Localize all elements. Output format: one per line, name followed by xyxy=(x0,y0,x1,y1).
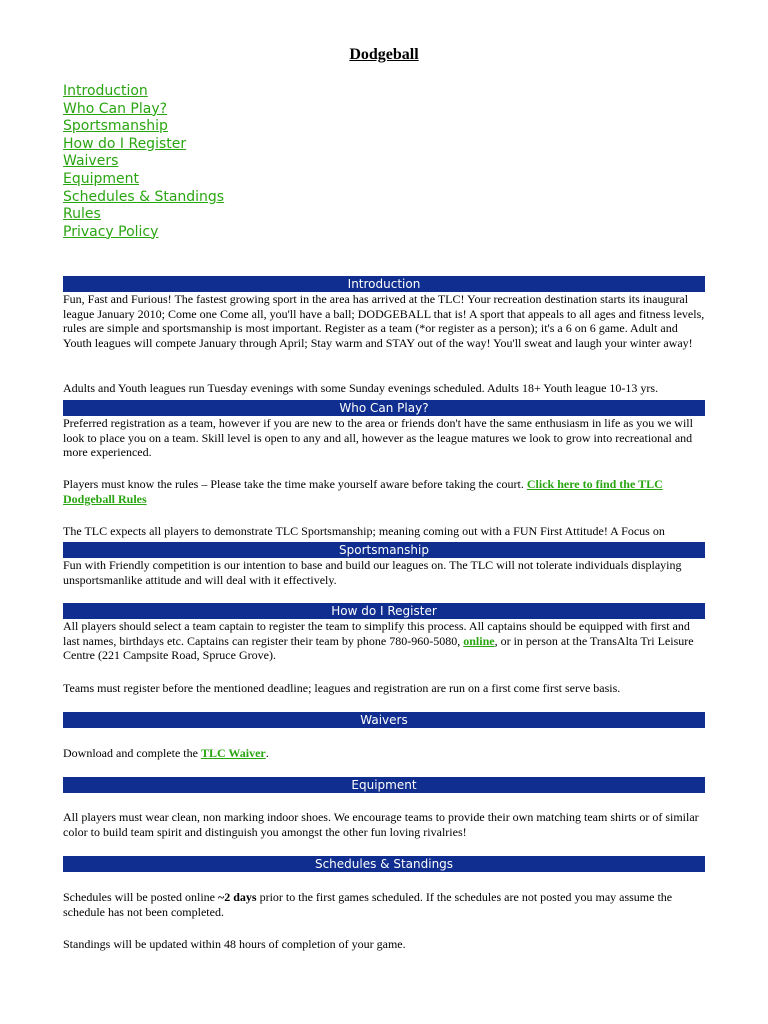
sportsmanship-expectation-paragraph: The TLC expects all players to demonstrate TLC Sportsmanship; meaning coming out with a FUN First Attitude! A Focus on xyxy=(63,524,665,538)
schedules-text-end: prior to the first games scheduled. If the schedules are not posted you may assume the schedule has not been completed. xyxy=(63,890,673,919)
online-register-link[interactable]: online xyxy=(463,633,495,648)
rules-notice-text: Players must know the rules – Please take the time make yourself aware before taking the court. xyxy=(63,477,527,491)
register-text: All players should select a team captain to register the team to simplify this process. All captains should be equipped with first and last names, birthdays etc. Captains can register their team by phone 780-960-5080, xyxy=(63,619,690,648)
toc-link-register[interactable]: How do I Register xyxy=(63,135,187,152)
toc-link-privacy-policy[interactable]: Privacy Policy xyxy=(63,223,159,240)
toc-item xyxy=(63,100,224,118)
introduction-paragraph: Fun, Fast and Furious! The fastest growing sport in the area has arrived at the TLC! Your recreation destination starts its inaugural league January 2010; Come one Come all, you'll have a ball; DODGEBALL that is! A sport that appeals to all ages and fitness levels, rules are simple and sportsmanship is most important. Register as a team (*or register as a person); it's a 6 on 6 game. Adult and Youth leagues will compete January through April; Stay warm and STAY out of the way! You'll sweat and laugh your winter away! xyxy=(63,292,705,350)
rules-link[interactable]: Click here to find the TLC Dodgeball Rules xyxy=(63,477,663,506)
section-header-waivers: Waivers xyxy=(63,712,705,728)
register-deadline-paragraph: Teams must register before the mentioned deadline; leagues and registration are run on a first come first serve basis. xyxy=(63,681,621,695)
toc-link-waivers[interactable]: Waivers xyxy=(63,153,119,170)
standings-paragraph: Standings will be updated within 48 hours of completion of your game. xyxy=(63,937,406,951)
toc-item xyxy=(63,188,224,206)
schedules-text: Schedules will be posted online xyxy=(63,890,218,904)
table-of-contents xyxy=(63,82,224,240)
sportsmanship-paragraph: Fun with Friendly competition is our intention to base and build our leagues on. The TLC will not tolerate individuals displaying unsportsmanlike attitude and will deal with it effectively. xyxy=(63,558,682,587)
toc-item xyxy=(63,152,224,170)
toc-item xyxy=(63,82,224,100)
section-header-equipment: Equipment xyxy=(63,777,705,793)
toc-link-introduction[interactable]: Introduction xyxy=(63,83,148,99)
rules-notice-paragraph xyxy=(63,477,708,506)
toc-link-schedules[interactable]: Schedules & Standings xyxy=(63,188,225,205)
section-header-schedules: Schedules & Standings xyxy=(63,856,705,872)
toc-item xyxy=(63,223,224,241)
toc-link-equipment[interactable]: Equipment xyxy=(63,170,139,187)
toc-link-who-can-play[interactable]: Who Can Play? xyxy=(63,100,168,117)
section-header-who-can-play: Who Can Play? xyxy=(63,400,705,416)
toc-item xyxy=(63,170,224,188)
waivers-text-end: . xyxy=(265,746,269,760)
waiver-link[interactable]: TLC Waiver xyxy=(200,746,266,760)
page-title: Dodgeball xyxy=(349,46,419,63)
register-paragraph xyxy=(63,619,708,663)
toc-item xyxy=(63,117,224,135)
toc-item xyxy=(63,205,224,223)
section-header-introduction: Introduction xyxy=(63,276,705,292)
waivers-text: Download and complete the xyxy=(63,746,201,760)
schedules-days-bold: ~2 days xyxy=(217,890,257,904)
waivers-paragraph xyxy=(63,746,708,761)
toc-link-sportsmanship[interactable]: Sportsmanship xyxy=(63,118,168,135)
toc-item xyxy=(63,135,224,153)
register-text-end: , or in person at the TransAlta Tri Leisure Centre (221 Campsite Road, Spruce Grove). xyxy=(63,633,694,663)
equipment-paragraph: All players must wear clean, non marking indoor shoes. We encourage teams to provide their own matching team shirts or of similar color to build team spirit and distinguish you amongst the other fun loving rivalries! xyxy=(63,810,699,839)
who-can-play-paragraph: Preferred registration as a team, however if you are new to the area or friends don't have the same enthusiasm in life as you we will look to place you on a team. Skill level is open to any and all, however as the league matures we look to grow into recreational and more experienced. xyxy=(63,416,693,460)
section-header-register: How do I Register xyxy=(63,603,705,619)
schedules-paragraph xyxy=(63,890,708,919)
introduction-schedule-paragraph: Adults and Youth leagues run Tuesday evenings with some Sunday evenings scheduled. Adults 18+ Youth league 10-13 yrs. xyxy=(63,381,659,395)
section-header-sportsmanship: Sportsmanship xyxy=(63,542,705,558)
toc-link-rules[interactable]: Rules xyxy=(63,206,101,223)
